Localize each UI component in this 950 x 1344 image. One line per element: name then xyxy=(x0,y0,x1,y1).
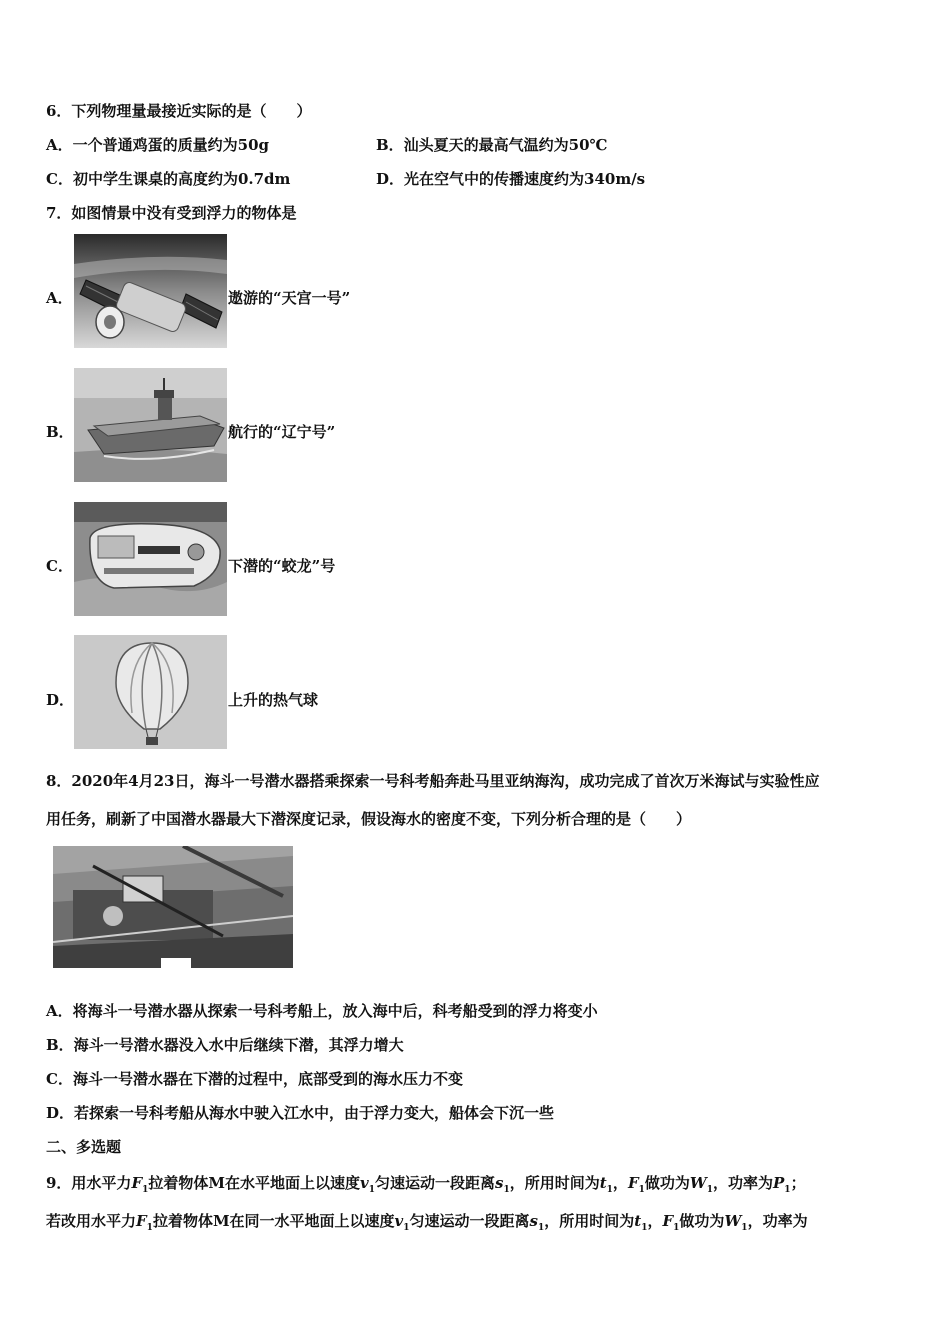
space-station-photo xyxy=(74,234,227,348)
q8-option-a: A．将海斗一号潜水器从探索一号科考船上，放入海中后，科考船受到的浮力将变小 xyxy=(46,1002,598,1020)
q7-option-a-caption: 遨游的“天宫一号” xyxy=(228,289,351,307)
q7-option-b-label: B． xyxy=(46,423,74,441)
q7-stem: 7．如图情景中没有受到浮力的物体是 xyxy=(46,204,297,222)
aircraft-carrier-photo xyxy=(74,368,227,482)
q6-option-b: B．汕头夏天的最高气温约为50℃ xyxy=(376,136,608,154)
q7-option-a-label: A． xyxy=(46,289,73,307)
q6-stem: 6．下列物理量最接近实际的是（ ） xyxy=(46,102,312,120)
q8-stem-line1: 8．2020年4月23日，海斗一号潜水器搭乘探索一号科考船奔赴马里亚纳海沟，成功完成了首次万米海试与实验性应 xyxy=(46,772,820,790)
q7-option-d-caption: 上升的热气球 xyxy=(228,691,319,709)
q6-option-d: D．光在空气中的传播速度约为340m/s xyxy=(376,170,646,188)
submersible-photo xyxy=(74,502,227,616)
q7-option-d-label: D． xyxy=(46,691,75,709)
q8-stem-line2: 用任务，刷新了中国潜水器最大下潜深度记录，假设海水的密度不变，下列分析合理的是（ ） xyxy=(46,810,692,828)
q8-option-d: D．若探索一号科考船从海水中驶入江水中，由于浮力变大，船体会下沉一些 xyxy=(46,1104,555,1122)
q8-option-b: B．海斗一号潜水器没入水中后继续下潜，其浮力增大 xyxy=(46,1036,404,1054)
hot-air-balloon-photo xyxy=(74,635,227,749)
q7-option-c-label: C． xyxy=(46,557,73,575)
research-vessel-photo xyxy=(53,846,293,968)
q9-stem-line2: 若改用水平力$F_1$拉着物体M在同一水平地面上以速度$v_1$匀速运动一段距离$s_1$，所用时间为$t_1$，$F_1$做功为$W_1$，功率为 xyxy=(46,1212,808,1233)
q7-option-b-caption: 航行的“辽宁号” xyxy=(228,423,336,441)
q9-stem-line1: 9．用水平力$F_1$拉着物体M在水平地面上以速度$v_1$匀速运动一段距离$s_1$，所用时间为$t_1$，$F_1$做功为$W_1$，功率为$P_1$； xyxy=(46,1174,806,1195)
q7-option-c-caption: 下潜的“蛟龙”号 xyxy=(228,557,336,575)
q8-option-c: C．海斗一号潜水器在下潜的过程中，底部受到的海水压力不变 xyxy=(46,1070,463,1088)
section-heading: 二、多选题 xyxy=(46,1138,122,1156)
q6-option-c: C．初中学生课桌的高度约为0.7dm xyxy=(46,170,291,188)
q6-option-a: A．一个普通鸡蛋的质量约为50g xyxy=(46,136,270,154)
